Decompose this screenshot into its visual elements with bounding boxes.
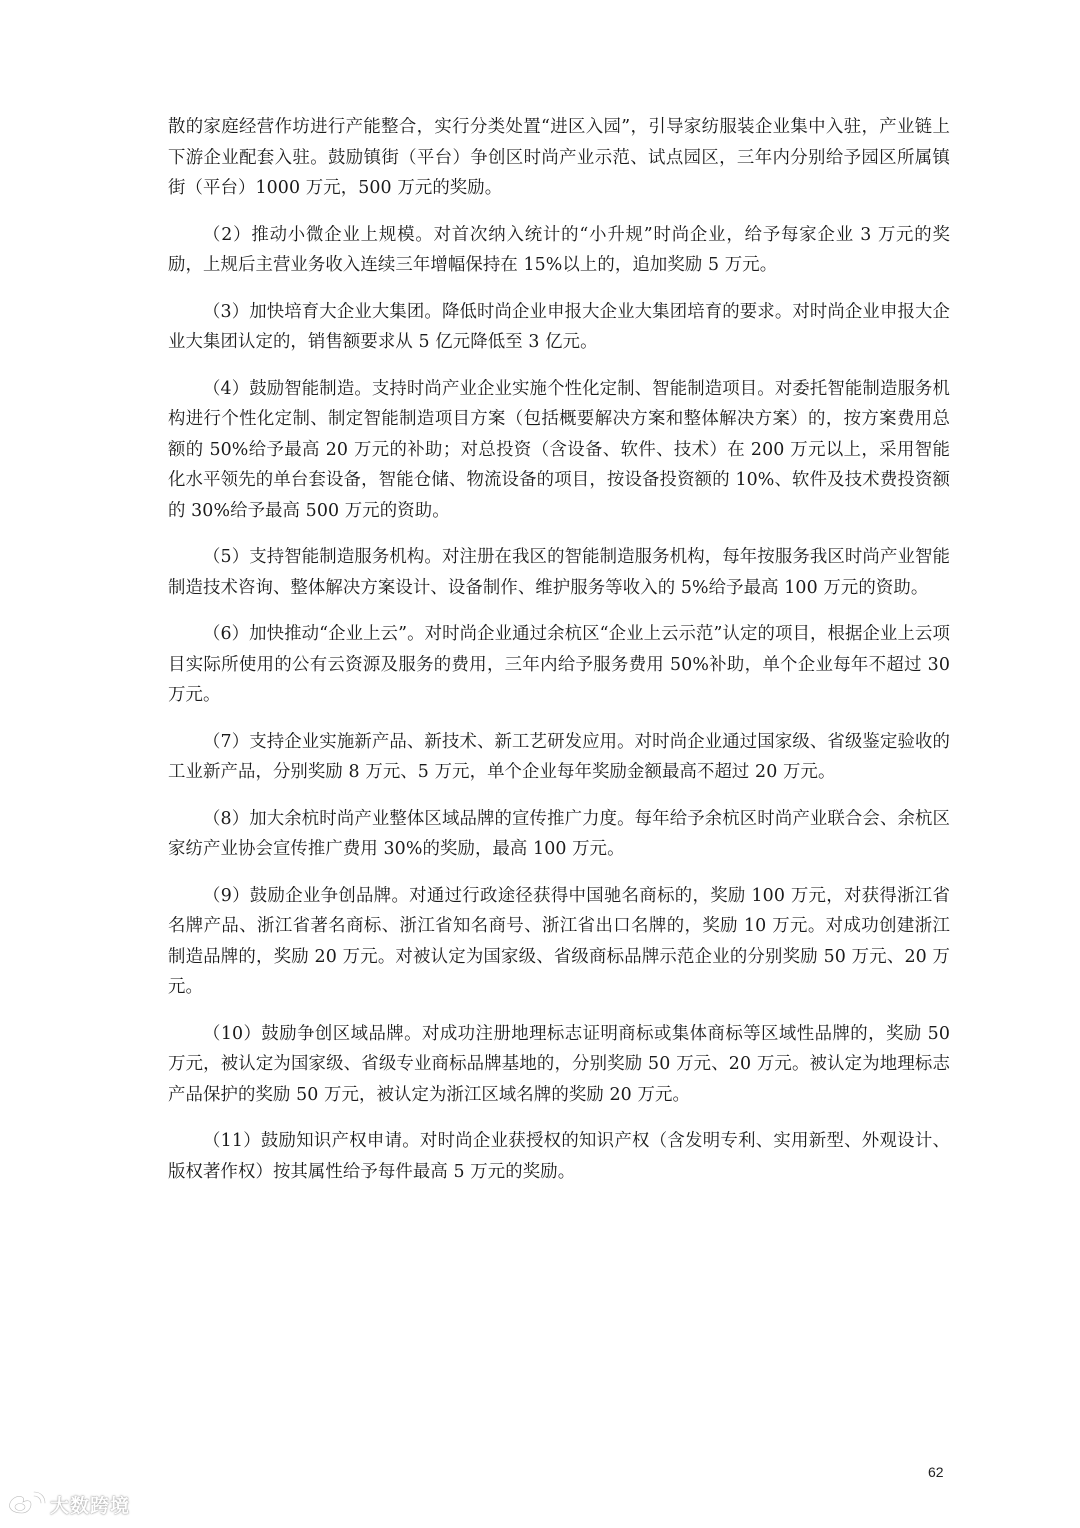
paragraph-item-3: （3）加快培育大企业大集团。降低时尚企业申报大企业大集团培育的要求。对时尚企业申报大企业大集团认定的，销售额要求从 5 亿元降低至 3 亿元。 bbox=[168, 301, 950, 352]
page-number: 62 bbox=[928, 1464, 944, 1480]
document-body bbox=[168, 112, 950, 1203]
watermark bbox=[6, 1490, 130, 1518]
paragraph-item-11: （11）鼓励知识产权申请。对时尚企业获授权的知识产权（含发明专利、实用新型、外观设计、版权著作权）按其属性给予每件最高 5 万元的奖励。 bbox=[168, 1131, 950, 1182]
paragraph-item-9: （9）鼓励企业争创品牌。对通过行政途径获得中国驰名商标的，奖励 100 万元，对获得浙江省名牌产品、浙江省著名商标、浙江省知名商号、浙江省出口名牌的，奖励 10 万元。对成功创建浙江制造品牌的，奖励 20 万元。对被认定为国家级、省级商标品牌示范企业的分别奖励 50 万元、20 万元。 bbox=[168, 885, 950, 997]
watermark-text: 大数跨境 bbox=[50, 1494, 131, 1517]
paragraph-item-5: （5）支持智能制造服务机构。对注册在我区的智能制造服务机构，每年按服务我区时尚产业智能制造技术咨询、整体解决方案设计、设备制作、维护服务等收入的 5%给予最高 100 万元的资助。 bbox=[168, 547, 950, 598]
paragraph-item-7: （7）支持企业实施新产品、新技术、新工艺研发应用。对时尚企业通过国家级、省级鉴定验收的工业新产品，分别奖励 8 万元、5 万元，单个企业每年奖励金额最高不超过 20 万元。 bbox=[168, 731, 950, 782]
paragraph-item-6: （6）加快推动“企业上云”。对时尚企业通过余杭区“企业上云示范”认定的项目，根据企业上云项目实际所使用的公有云资源及服务的费用，三年内给予服务费用 50%补助，单个企业每年不超过 30 万元。 bbox=[168, 624, 950, 705]
weibo-logo-icon bbox=[6, 1491, 46, 1517]
paragraph-item-8: （8）加大余杭时尚产业整体区域品牌的宣传推广力度。每年给予余杭区时尚产业联合会、余杭区家纺产业协会宣传推广费用 30%的奖励，最高 100 万元。 bbox=[168, 808, 950, 859]
paragraph-item-10: （10）鼓励争创区域品牌。对成功注册地理标志证明商标或集体商标等区域性品牌的，奖励 50 万元，被认定为国家级、省级专业商标品牌基地的，分别奖励 50 万元、20 万元。被认定为地理标志产品保护的奖励 50 万元，被认定为浙江区域名牌的奖励 20 万元。 bbox=[168, 1023, 950, 1105]
paragraph-item-2: （2）推动小微企业上规模。对首次纳入统计的“小升规”时尚企业，给予每家企业 3 万元的奖励，上规后主营业务收入连续三年增幅保持在 15%以上的，追加奖励 5 万元。 bbox=[168, 224, 950, 275]
paragraph-item-4: （4）鼓励智能制造。支持时尚产业企业实施个性化定制、智能制造项目。对委托智能制造服务机构进行个性化定制、制定智能制造项目方案（包括概要解决方案和整体解决方案）的，按方案费用总额的 50%给予最高 20 万元的补助；对总投资（含设备、软件、技术）在 200 万元以上，采用智能化水平领先的单台套设备，智能仓储、物流设备的项目，按设备投资额的 10%、软件及技术费投资额的 30%给予最高 500 万元的资助。 bbox=[168, 378, 950, 521]
paragraph-continuation: 散的家庭经营作坊进行产能整合，实行分类处置“进区入园”，引导家纺服装企业集中入驻，产业链上下游企业配套入驻。鼓励镇街（平台）争创区时尚产业示范、试点园区，三年内分别给予园区所属镇街（平台）1000 万元，500 万元的奖励。 bbox=[168, 117, 950, 198]
